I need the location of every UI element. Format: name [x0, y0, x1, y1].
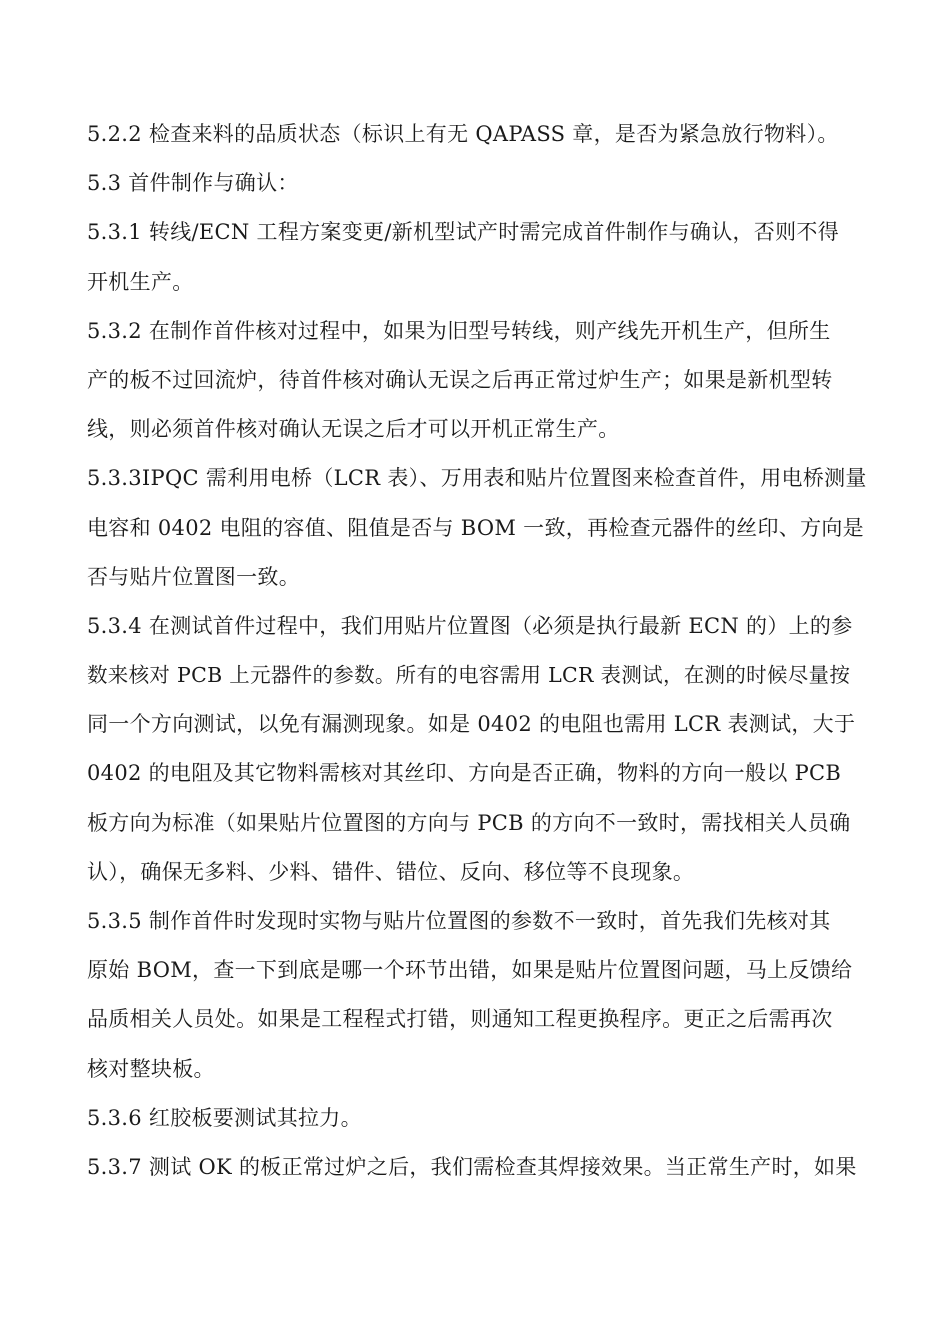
text-line: 原始 BOM，查一下到底是哪一个环节出错，如果是贴片位置图问题，马上反馈给	[87, 958, 853, 983]
text-line: 5.3.5 制作首件时发现时实物与贴片位置图的参数不一致时，首先我们先核对其	[87, 909, 831, 933]
text-line: 同一个方向测试，以免有漏测现象。如是 0402 的电阻也需用 LCR 表测试，大于	[87, 712, 856, 737]
document-body	[87, 110, 867, 1192]
text-line: 5.3.4 在测试首件过程中，我们用贴片位置图（必须是执行最新 ECN 的）上的参	[87, 613, 853, 638]
text-line: 5.3.6 红胶板要测试其拉力。	[87, 1105, 362, 1130]
text-line: 5.3.3IPQC 需利用电桥（LCR 表）、万用表和贴片位置图来检查首件，用电桥测量	[87, 466, 867, 491]
text-line: 开机生产。	[87, 269, 194, 294]
text-line: 5.3.7 测试 OK 的板正常过炉之后，我们需检查其焊接效果。当正常生产时，如果	[87, 1154, 857, 1179]
text-line: 0402 的电阻及其它物料需核对其丝印、方向是否正确，物料的方向一般以 PCB	[87, 761, 842, 786]
text-line: 电容和 0402 电阻的容值、阻值是否与 BOM 一致，再检查元器件的丝印、方向是	[87, 515, 864, 540]
text-line: 5.3 首件制作与确认：	[87, 171, 299, 196]
text-line: 核对整块板。	[87, 1056, 215, 1081]
text-line: 5.3.2 在制作首件核对过程中，如果为旧型号转线，则产线先开机生产，但所生	[87, 318, 831, 343]
text-line: 品质相关人员处。如果是工程程式打错，则通知工程更换程序。更正之后需再次	[87, 1007, 833, 1032]
text-line: 否与贴片位置图一致。	[87, 564, 300, 589]
text-line: 板方向为标准（如果贴片位置图的方向与 PCB 的方向不一致时，需找相关人员确	[87, 810, 851, 835]
text-line: 5.2.2 检查来料的品质状态（标识上有无 QAPASS 章，是否为紧急放行物料）。	[87, 122, 839, 146]
text-line: 线，则必须首件核对确认无误之后才可以开机正常生产。	[87, 417, 620, 442]
text-line: 5.3.1 转线/ECN 工程方案变更/新机型试产时需完成首件制作与确认，否则不得	[87, 220, 840, 245]
text-line: 产的板不过回流炉，待首件核对确认无误之后再正常过炉生产；如果是新机型转	[87, 367, 833, 392]
text-line: 认），确保无多料、少料、错件、错位、反向、移位等不良现象。	[87, 859, 695, 884]
text-line: 数来核对 PCB 上元器件的参数。所有的电容需用 LCR 表测试，在测的时候尽量按	[87, 663, 851, 688]
